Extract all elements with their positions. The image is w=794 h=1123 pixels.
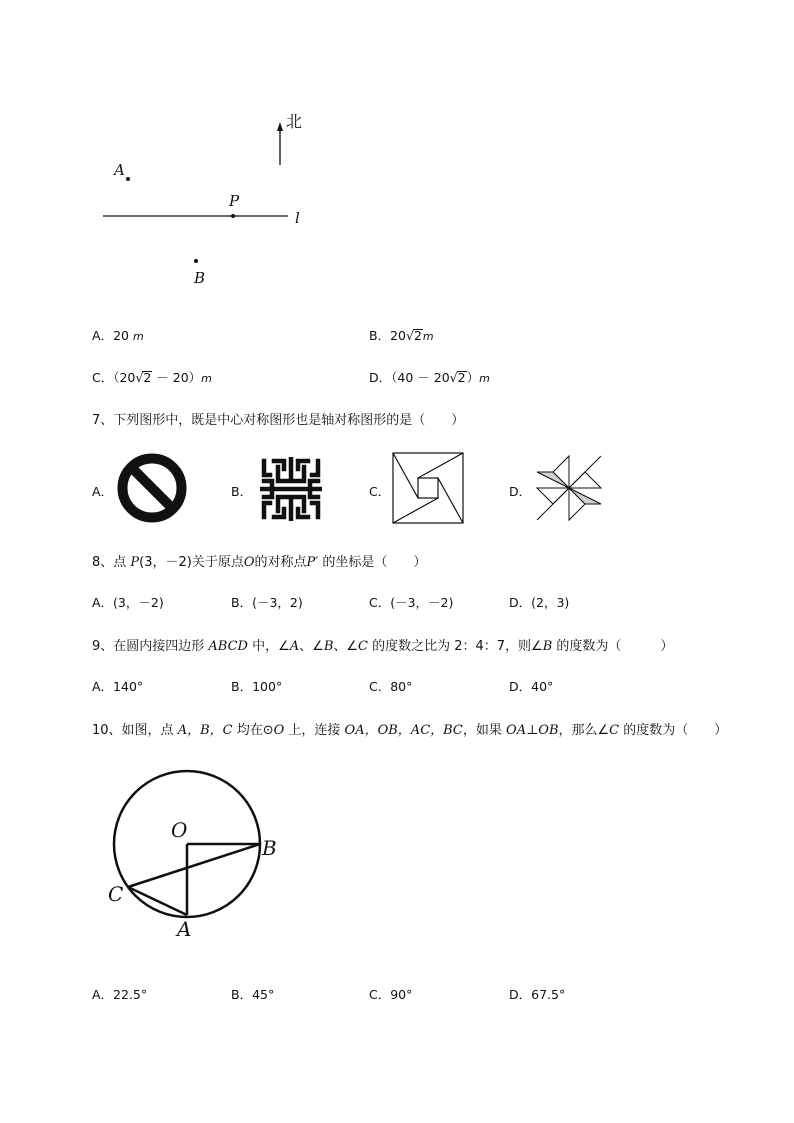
option-unit: m [201,372,212,385]
q7-option-c-letter[interactable]: C． [369,484,391,499]
option-letter: C． [92,370,114,385]
option-rest: － 20） [152,370,202,385]
q10-option-b[interactable]: B．45° [231,987,275,1002]
q9-angle-C: C [358,639,368,654]
q7-option-a-letter[interactable]: A． [92,484,114,499]
q6-option-a[interactable] [92,326,144,344]
option-unit: m [132,330,144,343]
option-rest: ） [466,370,480,385]
q10-text-5: ，那么∠ [558,723,610,738]
option-open: （40 － 20 [391,370,450,385]
q9-option-d[interactable]: D．40° [509,679,554,694]
option-unit: m [422,330,434,343]
point-A-dot [126,177,130,181]
q9-text-5: 的度数之比为 2：4：7，则∠ [367,639,543,654]
q10-points-ABC: A，B，C [177,723,233,738]
q9-angle-A: A [289,639,300,654]
point-B-dot [194,259,198,263]
q8-stem [92,551,426,570]
q9-text-6: 的度数为（ ） [552,639,674,654]
sqrt-sign: √ [405,328,414,343]
line-l-label: l [295,209,300,227]
q9-text-1: 9、在圆内接四边形 [92,639,209,654]
sqrt-sign: √ [449,370,458,385]
point-C-label: C [108,882,124,906]
q10-option-d[interactable]: D．67.5° [509,987,566,1002]
figure-q10 [100,760,290,950]
sqrt-radicand: 2 [413,328,422,343]
north-arrow-head [277,122,283,131]
figure-q6 [95,105,325,295]
square-pinwheel-icon [392,452,464,524]
q10-perpendicular: OA⊥OB [506,723,559,738]
q10-stem [92,719,727,738]
option-value: 20 [390,328,406,343]
q8-option-b[interactable]: B．(－3，2) [231,595,303,610]
q6-option-b[interactable] [369,326,434,344]
q10-circle-O: O [273,723,285,738]
q10-text-2: 均在⊙ [232,723,274,738]
q10-text-4: ，如果 [462,723,507,738]
point-P-label: P [229,192,240,210]
q9-stem [92,635,673,654]
point-P-dot [231,214,235,218]
q9-text-4: 、∠ [333,639,359,654]
point-O-label: O [171,818,188,842]
q8-text-2: (3，－2)关于原点 [139,555,244,570]
q8-point-Pprime: P′ [306,555,319,570]
q8-option-a[interactable]: A．(3，－2) [92,595,164,610]
sqrt-sign: √ [135,370,144,385]
q9-text-2: 中，∠ [247,639,290,654]
north-arrow-diagram [95,105,325,295]
q10-text-3: 上，连接 [284,723,345,738]
q9-option-c[interactable]: C．80° [369,679,413,694]
q9-angle-B: B [323,639,334,654]
point-B-label: B [262,836,277,860]
q10-text-6: 的度数为（ ） [619,723,728,738]
maze-pattern-icon [260,457,322,521]
q10-angle-C: C [609,723,620,738]
q9-text-3: 、∠ [299,639,324,654]
q8-option-c[interactable]: C．(－3，－2) [369,595,454,610]
q8-point-O: O [243,555,255,570]
point-A-label: A [114,161,125,179]
q10-text-1: 10、如图，点 [92,723,178,738]
option-open: （20 [113,370,136,385]
q8-point-P: P [130,555,140,570]
q9-quad-ABCD: ABCD [208,639,248,654]
no-entry-sign-icon [117,453,187,523]
q8-text-3: 的对称点 [254,555,307,570]
option-letter: A． [92,328,114,343]
q9-option-b[interactable]: B．100° [231,679,283,694]
q7-option-b-letter[interactable]: B． [231,484,253,499]
q10-option-c[interactable]: C．90° [369,987,413,1002]
q7-option-d-letter[interactable]: D． [509,484,532,499]
option-unit: m [479,372,490,385]
q9-option-a[interactable]: A．140° [92,679,144,694]
segment-CB [128,844,260,887]
q6-option-c[interactable] [92,368,212,386]
q9-angle-B-2: B [542,639,553,654]
option-value: 20 [113,328,129,343]
point-B-label: B [194,269,206,287]
north-label: 北 [286,112,303,131]
q6-option-d[interactable] [369,368,490,386]
option-letter: D． [369,370,392,385]
sqrt-radicand: 2 [143,370,152,385]
q8-option-d[interactable]: D．(2，3) [509,595,570,610]
option-letter: B． [369,328,391,343]
q8-text-4: 的坐标是（ ） [318,555,427,570]
pinwheel-icon [534,454,604,522]
q7-stem: 7、下列图形中，既是中心对称图形也是轴对称图形的是（ ） [92,413,465,428]
q10-option-a[interactable]: A．22.5° [92,987,148,1002]
sqrt-radicand: 2 [457,370,466,385]
q8-text-1: 8、点 [92,555,131,570]
q10-segments: OA，OB，AC，BC [344,723,463,738]
point-A-label: A [177,917,192,941]
